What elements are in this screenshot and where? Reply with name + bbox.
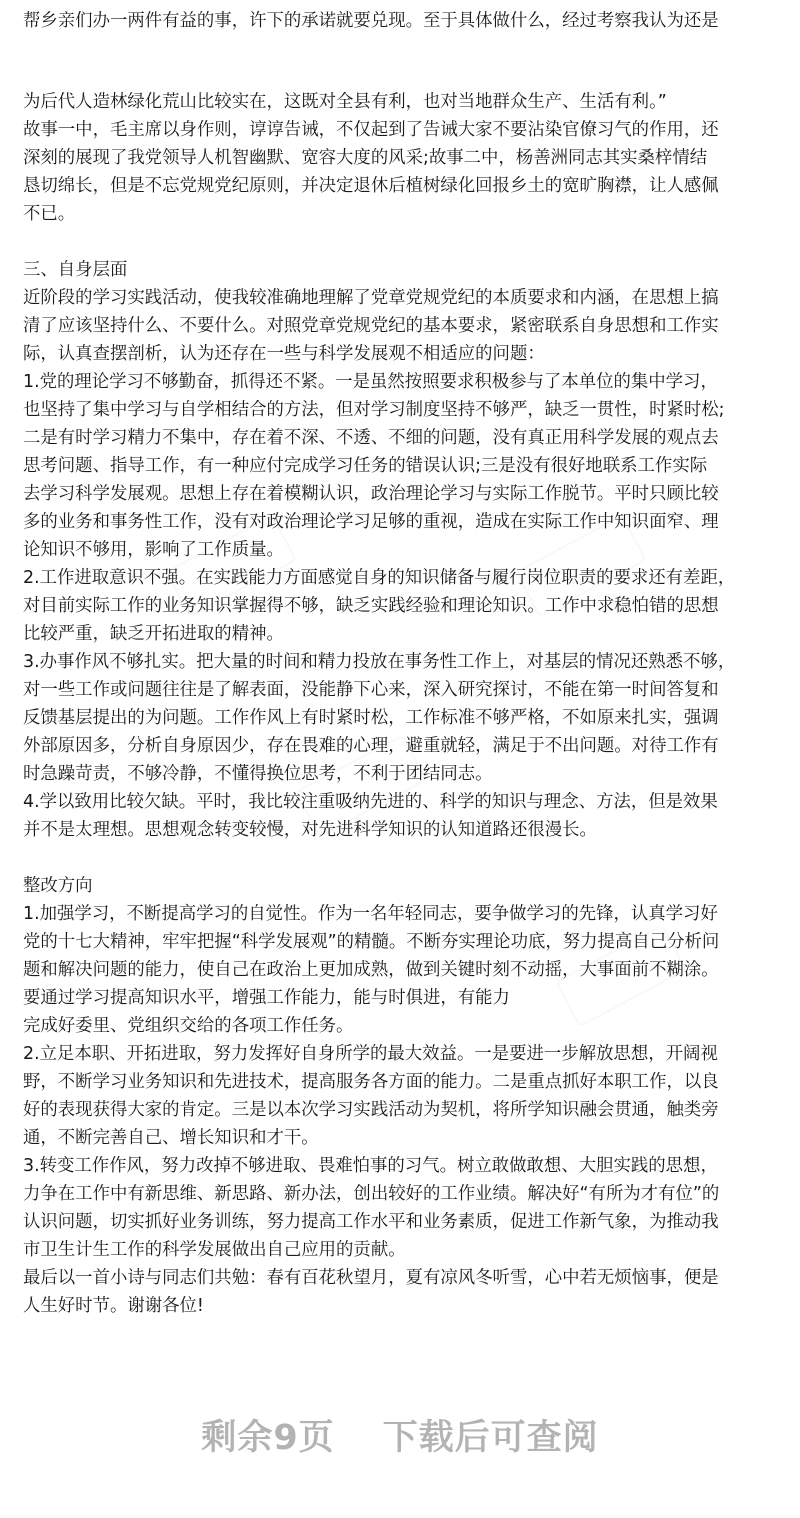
text-line: 要通过学习提高知识水平，增强工作能力，能与时俱进，有能力 [23, 988, 510, 1008]
text-line: 对一些工作或问题往往是了解表面，没能静下心来，深入研究探讨，不能在第一时间答复和 [23, 680, 719, 700]
text-line: 对目前实际工作的业务知识掌握得不够，缺乏实践经验和理论知识。工作中求稳怕错的思想 [23, 596, 719, 616]
remaining-pages-label: 剩余9页 [201, 1418, 335, 1458]
text-line: 认识问题，切实抓好业务训练，努力提高工作水平和业务素质，促进工作新气象，为推动我 [23, 1212, 719, 1232]
text-line: 野，不断学习业务知识和先进技术，提高服务各方面的能力。二是重点抓好本职工作，以良 [23, 1072, 719, 1092]
text-line: 党的十七大精神，牢牢把握“科学发展观”的精髓。不断夯实理论功底，努力提高自己分析问 [23, 932, 720, 952]
text-line: 恳切绵长，但是不忘党规党纪原则，并决定退休后植树绿化回报乡土的宽旷胸襟，让人感佩 [23, 176, 719, 196]
text-line: 比较严重，缺乏开拓进取的精神。 [23, 624, 284, 644]
text-line: 论知识不够用，影响了工作质量。 [23, 540, 284, 560]
text-line: 题和解决问题的能力，使自己在政治上更加成熟，做到关键时刻不动摇，大事面前不糊涂。 [23, 960, 719, 980]
text-line: 不已。 [23, 204, 76, 224]
text-line: 近阶段的学习实践活动，使我较准确地理解了党章党规党纪的本质要求和内涵，在思想上搞 [23, 288, 719, 308]
text-line: 4.学以致用比较欠缺。平时，我比较注重吸纳先进的、科学的知识与理念、方法，但是效果 [23, 792, 718, 812]
text-line: 完成好委里、党组织交给的各项工作任务。 [23, 1016, 354, 1036]
text-line: 故事一中，毛主席以身作则，谆谆告诫，不仅起到了告诫大家不要沾染官僚习气的作用，还 [23, 120, 719, 140]
text-line: 最后以一首小诗与同志们共勉：春有百花秋望月，夏有凉风冬听雪，心中若无烦恼事，便是 [23, 1268, 719, 1288]
text-line: 深刻的展现了我党领导人机智幽默、宽容大度的风采;故事二中，杨善洲同志其实桑梓情结 [23, 148, 708, 168]
text-line: 3.转变工作作风，努力改掉不够进取、畏难怕事的习气。树立敢做敢想、大胆实践的思想， [23, 1156, 718, 1176]
text-line: 多的业务和事务性工作，没有对政治理论学习足够的重视，造成在实际工作中知识面窄、理 [23, 512, 719, 532]
download-prompt[interactable] [0, 1414, 800, 1462]
text-line: 市卫生计生工作的科学发展做出自己应用的贡献。 [23, 1240, 406, 1260]
text-line: 思考问题、指导工作，有一种应付完成学习任务的错误认识;三是没有很好地联系工作实际 [23, 456, 708, 476]
text-line: 通，不断完善自己、增长知识和才干。 [23, 1128, 319, 1148]
text-line: 反馈基层提出的为问题。工作作风上有时紧时松，工作标准不够严格，不如原来扎实，强调 [23, 708, 719, 728]
text-line: 好的表现获得大家的肯定。三是以本次学习实践活动为契机，将所学知识融会贯通，触类旁 [23, 1100, 719, 1120]
text-line: 1.党的理论学习不够勤奋，抓得还不紧。一是虽然按照要求积极参与了本单位的集中学习， [23, 372, 718, 392]
text-line: 人生好时节。谢谢各位! [23, 1296, 204, 1316]
text-line: 帮乡亲们办一两件有益的事，许下的承诺就要兑现。至于具体做什么，经过考察我认为还是 [23, 11, 719, 31]
text-line: 外部原因多，分析自身原因少，存在畏难的心理，避重就轻，满足于不出问题。对待工作有 [23, 736, 719, 756]
text-line: 3.办事作风不够扎实。把大量的时间和精力投放在事务性工作上，对基层的情况还熟悉不够， [23, 652, 736, 672]
text-line: 去学习科学发展观。思想上存在着模糊认识，政治理论学习与实际工作脱节。平时只顾比较 [23, 484, 719, 504]
text-line: 际，认真查摆剖析，认为还存在一些与科学发展观不相适应的问题： [23, 344, 545, 364]
text-line: 时急躁苛责，不够冷静，不懂得换位思考，不利于团结同志。 [23, 764, 493, 784]
text-line: 2.工作进取意识不强。在实践能力方面感觉自身的知识储备与履行岗位职责的要求还有差距， [23, 568, 736, 588]
text-line: 二是有时学习精力不集中，存在着不深、不透、不细的问题，没有真正用科学发展的观点去 [23, 428, 719, 448]
text-line: 清了应该坚持什么、不要什么。对照党章党规党纪的基本要求，紧密联系自身思想和工作实 [23, 316, 719, 336]
text-line: 并不是太理想。思想观念转变较慢，对先进科学知识的认知道路还很漫长。 [23, 820, 597, 840]
section-heading: 整改方向 [23, 876, 93, 896]
section-heading: 三、自身层面 [23, 260, 128, 280]
text-line: 为后代人造林绿化荒山比较实在，这既对全县有利，也对当地群众生产、生活有利。” [23, 92, 667, 112]
text-line: 2.立足本职、开拓进取，努力发挥好自身所学的最大效益。一是要进一步解放思想，开阔视 [23, 1044, 718, 1064]
text-line: 1.加强学习，不断提高学习的自觉性。作为一名年轻同志，要争做学习的先锋，认真学习好 [23, 904, 718, 924]
download-to-read-label: 下载后可查阅 [382, 1418, 599, 1458]
text-line: 力争在工作中有新思维、新思路、新办法，创出较好的工作业绩。解决好“有所为才有位”的 [23, 1184, 720, 1204]
text-line: 也坚持了集中学习与自学相结合的方法，但对学习制度坚持不够严，缺乏一贯性，时紧时松; [23, 400, 725, 420]
